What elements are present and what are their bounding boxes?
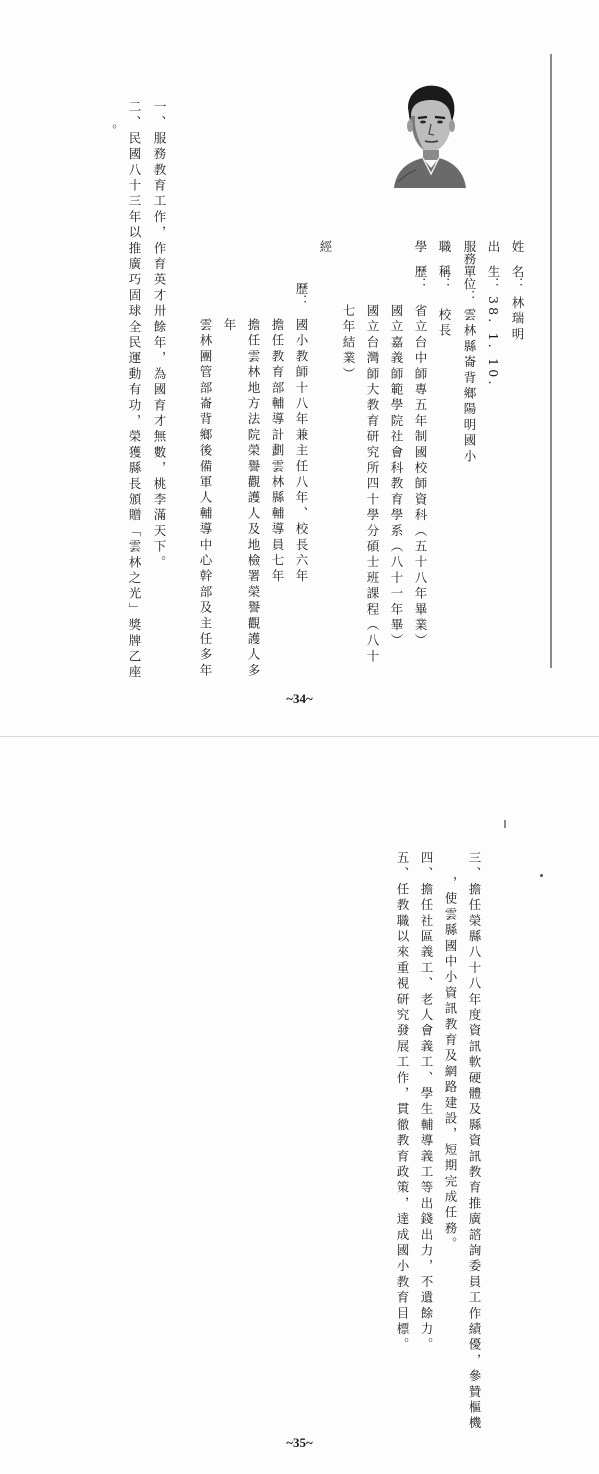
achievement-item: 五、任教職以來重視研究發展工作，貫徹教育政策，達成國小教育目標。 (395, 851, 410, 1354)
experience-line: 擔任教育部輔導計劃雲林縣輔導員七年 (270, 318, 285, 585)
experience-line: 雲林團管部崙背鄉後備軍人輔導中心幹部及主任多年 (198, 318, 213, 680)
achievement-item: 一、服務教育工作，作育英才卅餘年，為國育才無數，桃李滿天下。 (152, 100, 167, 571)
education-line: 國立台灣師大教育研究所四十學分碩士班課程（八十 (365, 304, 380, 666)
unit-label: 服務單位： (462, 240, 477, 303)
achievement-item: 四、擔任社區義工、老人會義工、學生輔導義工等出錢出力，不遺餘力。 (419, 851, 434, 1354)
unit-value: 雲林縣崙背鄉陽明國小 (462, 308, 477, 465)
achievement-item: 。 (103, 124, 118, 140)
experience-line: 國小教師十八年兼主任八年、校長六年 (294, 318, 309, 585)
experience-label: 歷： (294, 282, 309, 307)
education-line: 省立台中師專五年制國校師資科（五十八年畢業） (413, 304, 428, 650)
experience-line: 擔任雲林地方法院榮譽觀護人及地檢署榮譽觀護人多 (246, 318, 261, 680)
education-line: 七年結業） (341, 304, 356, 383)
page-35 (0, 737, 599, 1474)
experience-label: 經 (318, 240, 333, 253)
scan-speck (540, 874, 543, 877)
page-edge-line (550, 54, 552, 668)
experience-line: 年 (222, 318, 237, 334)
page-number: ~35~ (286, 1435, 313, 1450)
achievement-item: 三、擔任榮縣八十八年度資訊軟硬體及縣資訊教育推廣諮詢委員工作績優，參贊樞機 (467, 851, 482, 1432)
birth-value: 38. 1. 10. (486, 296, 501, 388)
education-line: 國立嘉義師範學院社會科教育學系（八十一年畢） (389, 304, 404, 650)
page-number: ~34~ (286, 691, 313, 706)
birth-label: 出 生： (486, 240, 501, 290)
name-value: 林瑞明 (510, 296, 525, 344)
achievement-item: 二、民國八十三年以推廣巧固球全民運動有功，榮獲縣長頒贈「雲林之光」獎牌乙座 (127, 100, 142, 681)
title-value: 校長 (437, 308, 452, 340)
page-edge-mark (504, 820, 506, 828)
achievement-item: ，使雲縣國中小資訊教育及網路建設，短期完成任務。 (443, 876, 458, 1253)
education-label: 學 歷： (413, 240, 428, 290)
name-label: 姓 名： (510, 240, 525, 290)
title-label: 職 稱： (437, 240, 452, 290)
portrait-photo (394, 82, 466, 188)
